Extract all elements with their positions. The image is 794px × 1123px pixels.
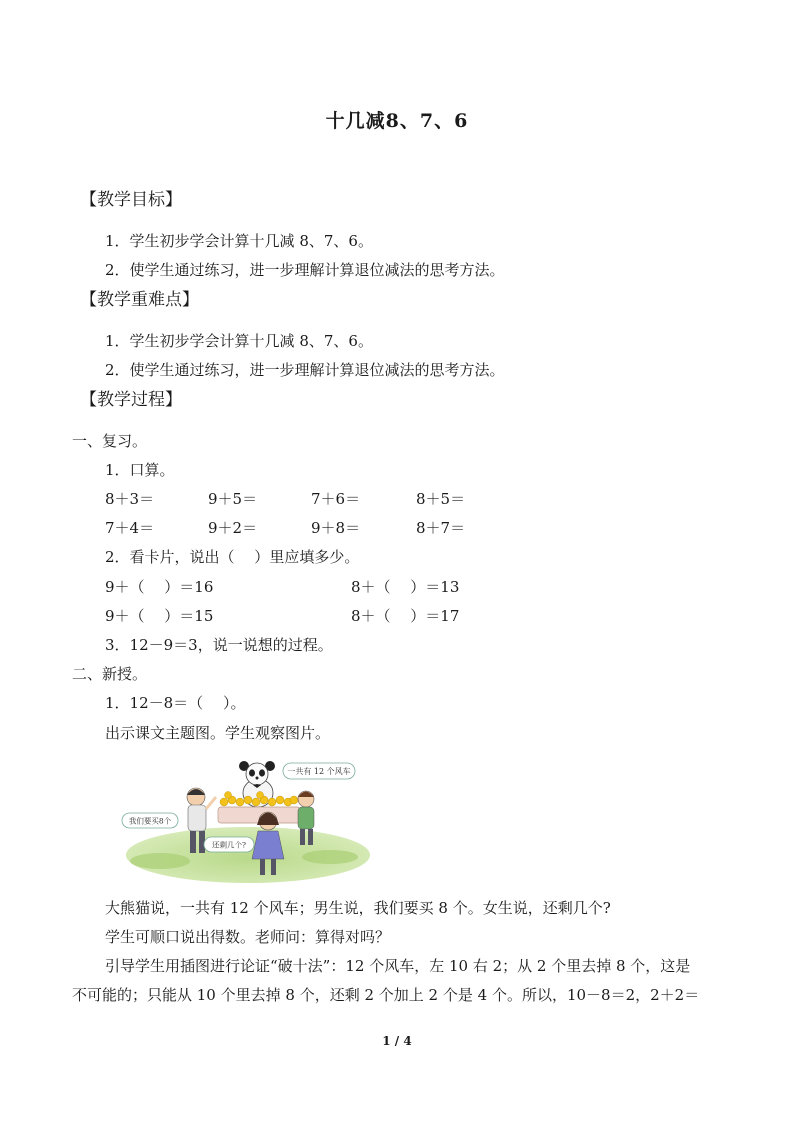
card-r2-c2: 8＋（ ）＝17 <box>351 607 460 625</box>
svg-text:一共有 12 个风车: 一共有 12 个风车 <box>287 767 351 776</box>
oral-r2-c1: 7＋4＝ <box>105 519 155 537</box>
lesson-illustration <box>120 757 370 885</box>
paragraph-3-line-2: 不可能的；只能从 10 个里去掉 8 个，还剩 2 个加上 2 个是 4 个。所以，10－8＝2，2＋2＝ <box>72 986 700 1004</box>
section-heading-key-points: 【教学重难点】 <box>80 290 199 310</box>
section-heading-process: 【教学过程】 <box>80 390 182 410</box>
speech-bubble-top <box>283 763 355 779</box>
goal-item-1: 1．学生初步学会计算十几减 8、7、6。 <box>105 232 373 250</box>
oral-r1-c4: 8＋5＝ <box>416 490 466 508</box>
new-lesson-item-1: 1．12－8＝（ ）。 <box>105 694 246 712</box>
review-heading: 一、复习。 <box>72 432 148 450</box>
section-heading-goals: 【教学目标】 <box>80 190 182 210</box>
oral-r2-c4: 8＋7＝ <box>416 519 466 537</box>
paragraph-3-line-1: 引导学生用插图进行论证“破十法”：12 个风车，左 10 右 2；从 2 个里去掉 8 个，这是 <box>105 957 691 975</box>
svg-text:还剩几个?: 还剩几个? <box>211 840 247 850</box>
oral-r1-c2: 9＋5＝ <box>208 490 258 508</box>
card-r1-c2: 8＋（ ）＝13 <box>351 578 460 596</box>
oral-r2-c3: 9＋8＝ <box>311 519 361 537</box>
card-r2-c1: 9＋（ ）＝15 <box>105 607 214 625</box>
svg-text:我们要买8个: 我们要买8个 <box>128 816 172 826</box>
speech-bubble-bottom <box>204 837 254 852</box>
key-point-item-1: 1．学生初步学会计算十几减 8、7、6。 <box>105 332 373 350</box>
goal-item-2: 2．使学生通过练习，进一步理解计算退位减法的思考方法。 <box>105 261 505 279</box>
page-title: 十几减8、7、6 <box>325 110 469 132</box>
oral-r1-c1: 8＋3＝ <box>105 490 155 508</box>
speech-bubble-left <box>122 813 178 828</box>
oral-label: 1．口算。 <box>105 461 175 479</box>
oral-r2-c2: 9＋2＝ <box>208 519 258 537</box>
show-picture-text: 出示课文主题图。学生观察图片。 <box>105 724 331 742</box>
key-point-item-2: 2．使学生通过练习，进一步理解计算退位减法的思考方法。 <box>105 361 505 379</box>
card-label: 2．看卡片，说出（ ）里应填多少。 <box>105 548 360 566</box>
oral-r1-c3: 7＋6＝ <box>311 490 361 508</box>
paragraph-2: 学生可顺口说出得数。老师问：算得对吗？ <box>105 928 391 946</box>
paragraph-1: 大熊猫说，一共有 12 个风车；男生说，我们要买 8 个。女生说，还剩几个? <box>105 899 611 917</box>
page-number: 1 / 4 <box>382 1034 412 1048</box>
new-lesson-heading: 二、新授。 <box>72 665 148 683</box>
windmill-stall <box>218 792 300 824</box>
review-item-3: 3．12－9＝3，说一说想的过程。 <box>105 636 333 654</box>
card-r1-c1: 9＋（ ）＝16 <box>105 578 214 596</box>
